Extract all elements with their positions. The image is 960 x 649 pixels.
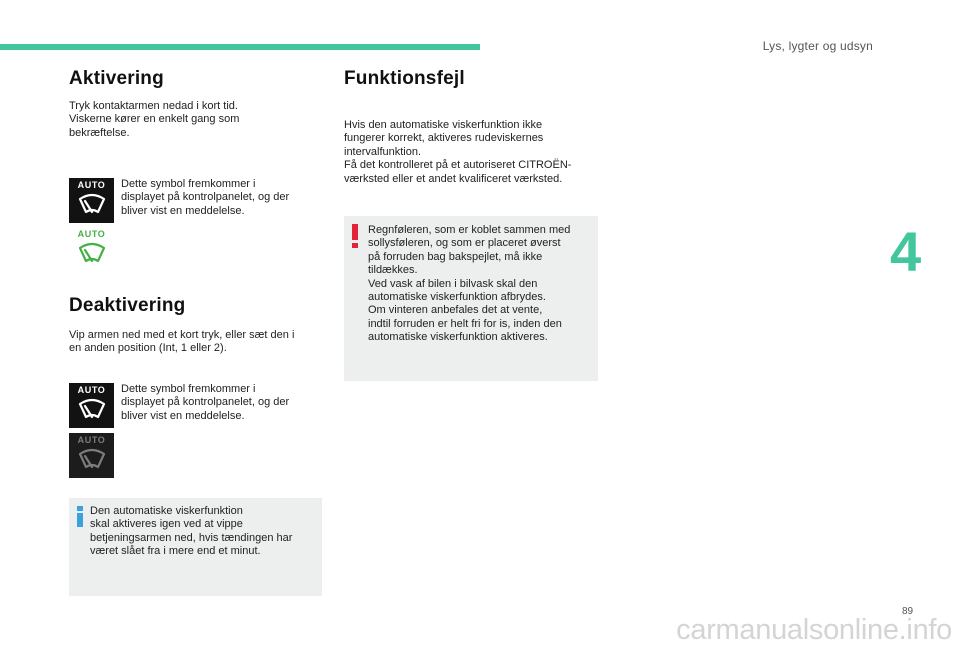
malfunction-text: Hvis den automatiske viskerfunktion ikke fungerer korrekt, aktiveres rudeviskernes intervalfunktion. Få det kontrolleret på et autoriseret CITROËN- værksted eller et andet kvalificeret værksted.: [344, 119, 572, 185]
deactivation-title: Deaktivering: [69, 295, 186, 316]
chapter-number: 4: [890, 220, 922, 283]
info-note-text: Den automatiske viskerfunktion skal aktiveres igen ved at vippe betjeningsarmen ned, hvis tændingen har været slået fra i mere end et minut.: [90, 505, 293, 558]
activation-symbol-text: Dette symbol fremkommer i displayet på kontrolpanelet, og der bliver vist en meddelelse.: [121, 178, 290, 217]
info-icon: [76, 506, 84, 527]
page-number: 89: [902, 606, 914, 617]
auto-wiper-icon-deactivated: [69, 383, 114, 428]
windshield-wiper-green-icon: [77, 241, 107, 267]
auto-wiper-icon-dim: [69, 433, 114, 478]
deactivation-text: Vip armen ned med et kort tryk, eller sæt den i en anden position (Int, 1 eller 2).: [69, 329, 295, 355]
windshield-wiper-icon: [77, 397, 107, 423]
warning-note-text: Regnføleren, som er koblet sammen med sollysføleren, og som er placeret øverst på forruden bag bakspejlet, må ikke tildækkes. Ved vask af bilen i bilvask skal den automatiske viskerfunktion afbrydes. Om vinteren anbefales det at vente, indtil forruden er helt fri for is, inden den automatiske viskerfunktion aktiveres.: [368, 224, 571, 344]
section-title: Lys, lygter og udsyn: [762, 39, 873, 53]
auto-wiper-icon-active: [69, 178, 114, 223]
auto-label-dim: AUTO: [77, 435, 106, 445]
warning-note-box: [344, 216, 598, 381]
auto-wiper-icon-green: [69, 227, 114, 272]
warning-icon: [351, 224, 359, 248]
activation-text: Tryk kontaktarmen nedad i kort tid. Viskerne kører en enkelt gang som bekræftelse.: [69, 100, 240, 139]
top-accent-bar: [0, 44, 480, 50]
malfunction-title: Funktionsfejl: [344, 68, 465, 89]
windshield-wiper-dim-icon: [77, 447, 107, 473]
auto-label: AUTO: [77, 385, 106, 395]
windshield-wiper-icon: [77, 192, 107, 218]
info-note-box: [69, 498, 322, 596]
activation-title: Aktivering: [69, 68, 164, 89]
watermark: carmanualsonline.info: [676, 614, 952, 646]
auto-label: AUTO: [77, 180, 106, 190]
deactivation-symbol-text: Dette symbol fremkommer i displayet på kontrolpanelet, og der bliver vist en meddelelse.: [121, 383, 290, 422]
auto-label-green: AUTO: [77, 229, 106, 239]
